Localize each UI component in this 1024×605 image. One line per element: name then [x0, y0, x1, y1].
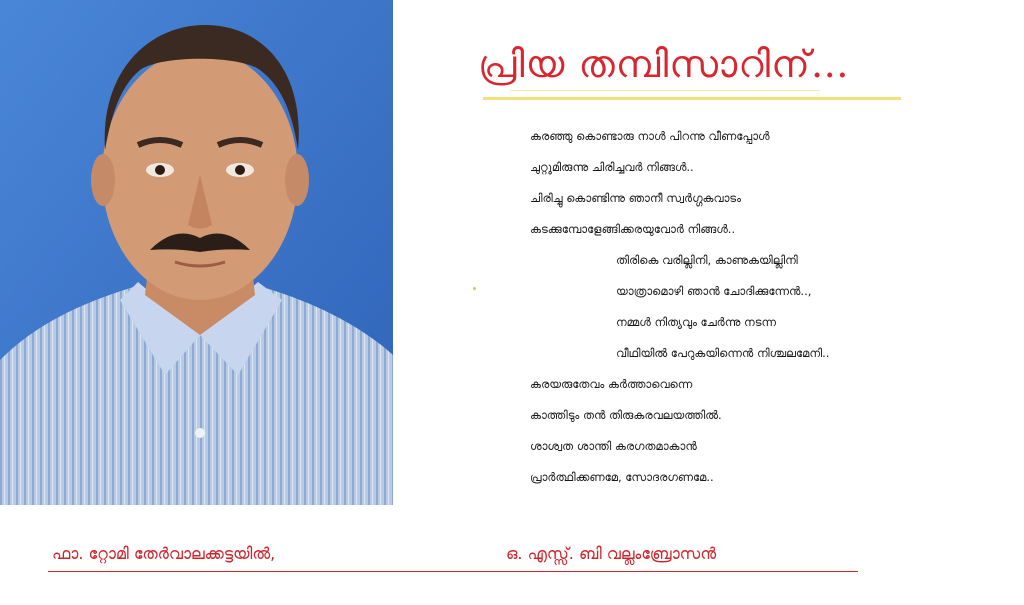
poem-line: കരയരുതേവം കർത്താവെന്നെ [530, 377, 693, 391]
poem-line: ചുറ്റുമിരുന്നു ചിരിച്ചവർ നിങ്ങൾ.. [530, 160, 694, 174]
footer-underline [48, 571, 858, 572]
poem-line: വീഥിയിൽ പേറുകയിന്നെൻ നിശ്ചലമേനി.. [616, 346, 830, 360]
poem-line: യാത്രാമൊഴി ഞാൻ ചോദിക്കുന്നേൻ.., [616, 284, 812, 298]
poem-line: പ്രാർത്ഥിക്കണമേ, സോദരഗണമേ.. [530, 470, 714, 484]
poem-line: കാത്തിടും തൻ തിരുകരവലയത്തിൽ. [530, 408, 722, 422]
poem-line: തിരികെ വരില്ലിനി, കാണുകയില്ലിനി [616, 253, 798, 267]
poem [530, 126, 990, 498]
decorative-dot [473, 287, 476, 290]
poem-line: ശാശ്വത ശാന്തി കരഗതമാകാൻ [530, 439, 697, 453]
title-underline-thin [510, 90, 820, 91]
portrait-photo [0, 0, 393, 505]
poem-line: ചിരിച്ചു കൊണ്ടിന്നു ഞാനീ സ്വർഗ്ഗകവാടം [530, 191, 742, 205]
page-title: പ്രിയ തമ്പിസാറിന്… [478, 42, 850, 86]
title-underline [483, 97, 901, 100]
poem-line: നമ്മൾ നിത്യവും ചേർന്നു നടന്ന [616, 315, 776, 329]
author-name-right: ഒ. എസ്സ്. ബി വല്ലംബ്രോസൻ [506, 544, 717, 563]
poem-line: കടക്കുമ്പോളേങ്ങിക്കരയുവോർ നിങ്ങൾ.. [530, 222, 736, 236]
poem-line: കരഞ്ഞു കൊണ്ടാരു നാൾ പിറന്നു വീണപ്പോൾ [530, 129, 770, 143]
portrait-illustration [0, 0, 393, 505]
author-name-left: ഫാ. റ്റോമി തേർവാലക്കട്ടയിൽ, [52, 544, 276, 563]
